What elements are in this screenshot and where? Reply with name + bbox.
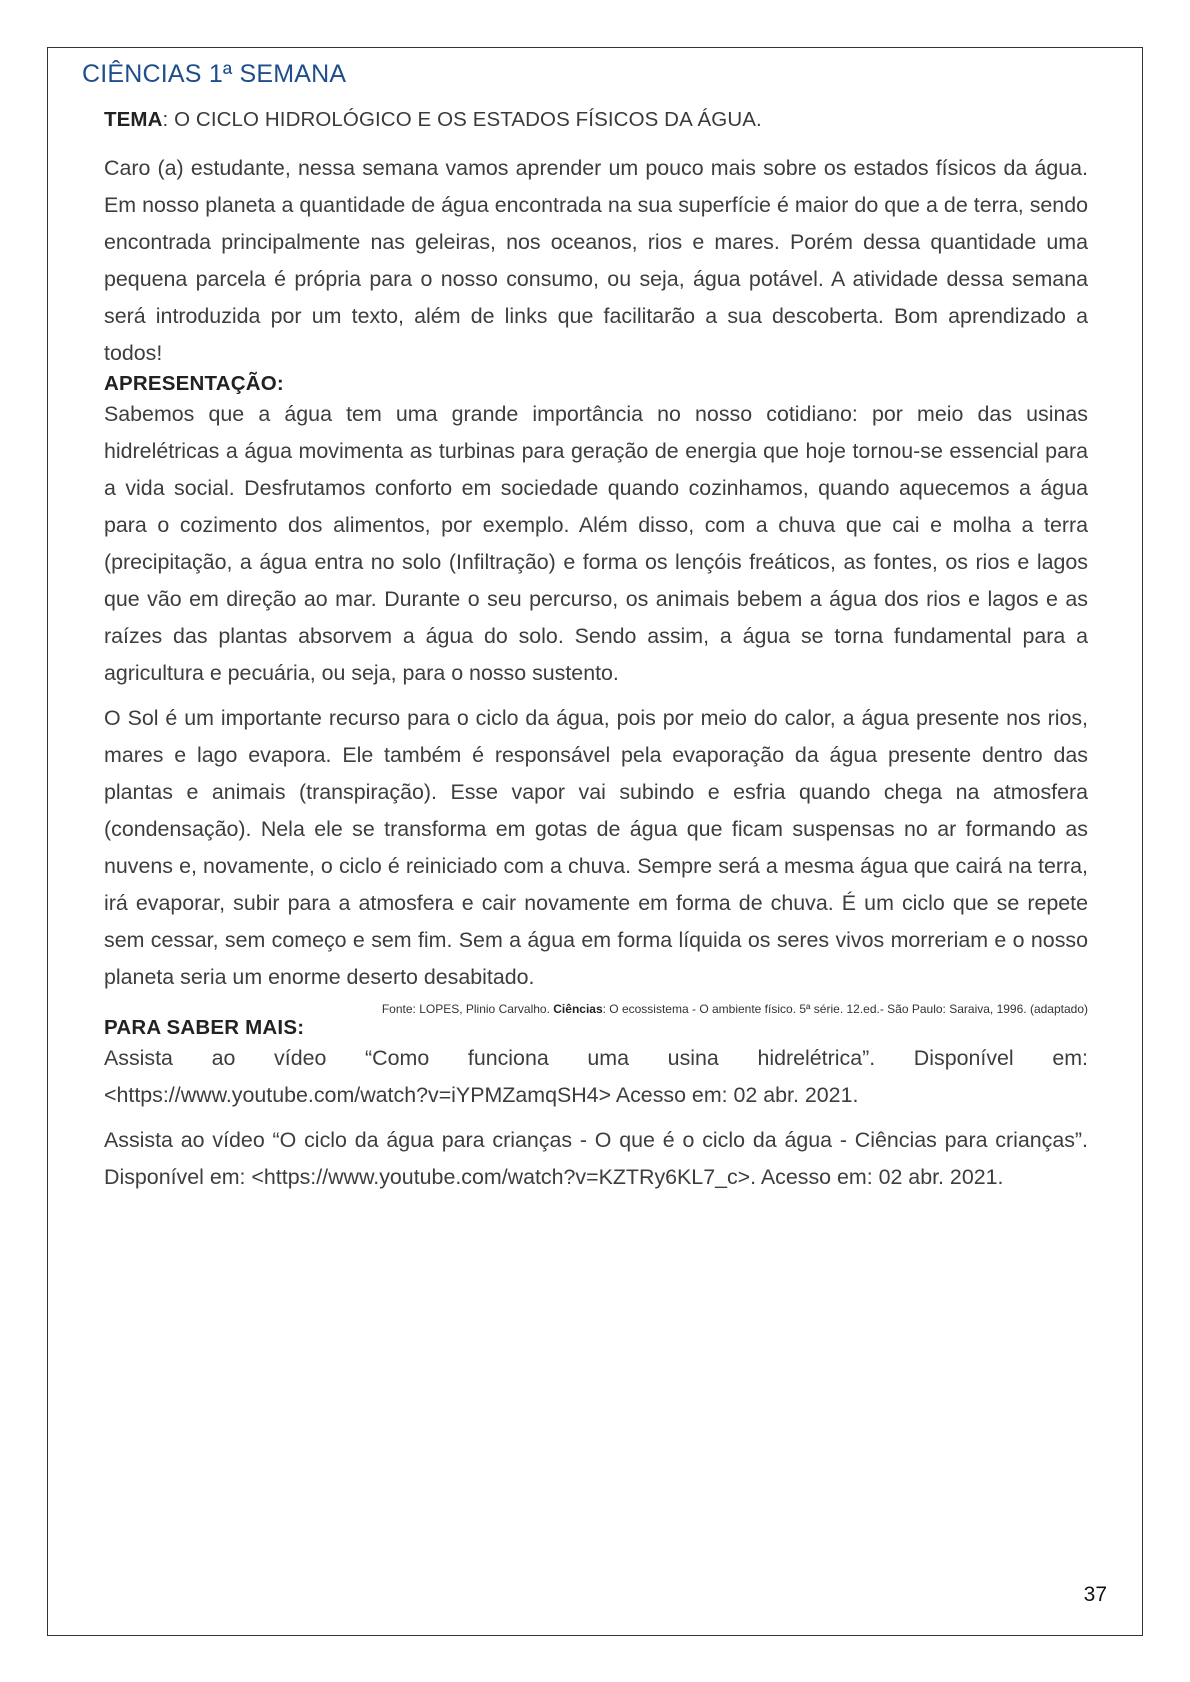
saber-mais-paragraph-2: Assista ao vídeo “O ciclo da água para crianças - O que é o ciclo da água - Ciências para crianças”. Disponível em: <https://www.youtube.com/watch?v=KZTRy6KL7_c>. Acesso em: 02 abr. 2021. <box>104 1128 1088 1189</box>
page-content <box>104 108 1088 1196</box>
intro-paragraph: Caro (a) estudante, nessa semana vamos aprender um pouco mais sobre os estados físicos da água. Em nosso planeta a quantidade de água encontrada na sua superfície é maior do que a de terra, sendo encontrada principalmente nas geleiras, nos oceanos, rios e mares. Porém dessa quantidade uma pequena parcela é própria para o nosso consumo, ou seja, água potável. A atividade dessa semana será introduzida por um texto, além de links que facilitarão a sua descoberta. Bom aprendizado a todos! <box>104 156 1088 365</box>
apresentacao-paragraph-1: Sabemos que a água tem uma grande importância no nosso cotidiano: por meio das usinas hidrelétricas a água movimenta as turbinas para geração de energia que hoje tornou-se essencial para a vida social. Desfrutamos conforto em sociedade quando cozinhamos, quando aquecemos a água para o cozimento dos alimentos, por exemplo. Além disso, com a chuva que cai e molha a terra (precipitação, a água entra no solo (Infiltração) e forma os lençóis freáticos, as fontes, os rios e lagos que vão em direção ao mar. Durante o seu percurso, os animais bebem a água dos rios e lagos e as raízes das plantas absorvem a água do solo. Sendo assim, a água se torna fundamental para a agricultura e pecuária, ou seja, para o nosso sustento. <box>104 402 1088 685</box>
tema-line <box>104 108 1088 132</box>
saber-mais-heading: PARA SABER MAIS: <box>104 1016 305 1039</box>
source-citation <box>104 1002 1088 1016</box>
source-bold-title: Ciências <box>553 1002 603 1016</box>
source-prefix: Fonte: LOPES, Plinio Carvalho. <box>381 1002 554 1016</box>
source-suffix: : O ecossistema - O ambiente físico. 5ª série. 12.ed.- São Paulo: Saraiva, 1996. (adaptado) <box>602 1002 1088 1016</box>
apresentacao-heading: APRESENTAÇÃO: <box>104 372 284 395</box>
apresentacao-paragraph-2: O Sol é um importante recurso para o ciclo da água, pois por meio do calor, a água presente nos rios, mares e lago evapora. Ele também é responsável pela evaporação da água presente dentro das plantas e animais (transpiração). Esse vapor vai subindo e esfria quando chega na atmosfera (condensação). Nela ele se transforma em gotas de água que ficam suspensas no ar formando as nuvens e, novamente, o ciclo é reiniciado com a chuva. Sempre será a mesma água que cairá na terra, irá evaporar, subir para a atmosfera e cair novamente em forma de chuva. É um ciclo que se repete sem cessar, sem começo e sem fim. Sem a água em forma líquida os seres vivos morreriam e o nosso planeta seria um enorme deserto desabitado. <box>104 706 1088 989</box>
tema-label: TEMA <box>104 108 163 131</box>
page-number: 37 <box>1083 1583 1107 1606</box>
tema-text: : O CICLO HIDROLÓGICO E OS ESTADOS FÍSICOS DA ÁGUA. <box>162 108 762 131</box>
subject-title: CIÊNCIAS 1ª SEMANA <box>82 60 347 88</box>
saber-mais-paragraph-1: Assista ao vídeo “Como funciona uma usina hidrelétrica”. Disponível em: <https://www.youtube.com/watch?v=iYPMZamqSH4> Acesso em: 02 abr. 2021. <box>104 1046 1088 1107</box>
